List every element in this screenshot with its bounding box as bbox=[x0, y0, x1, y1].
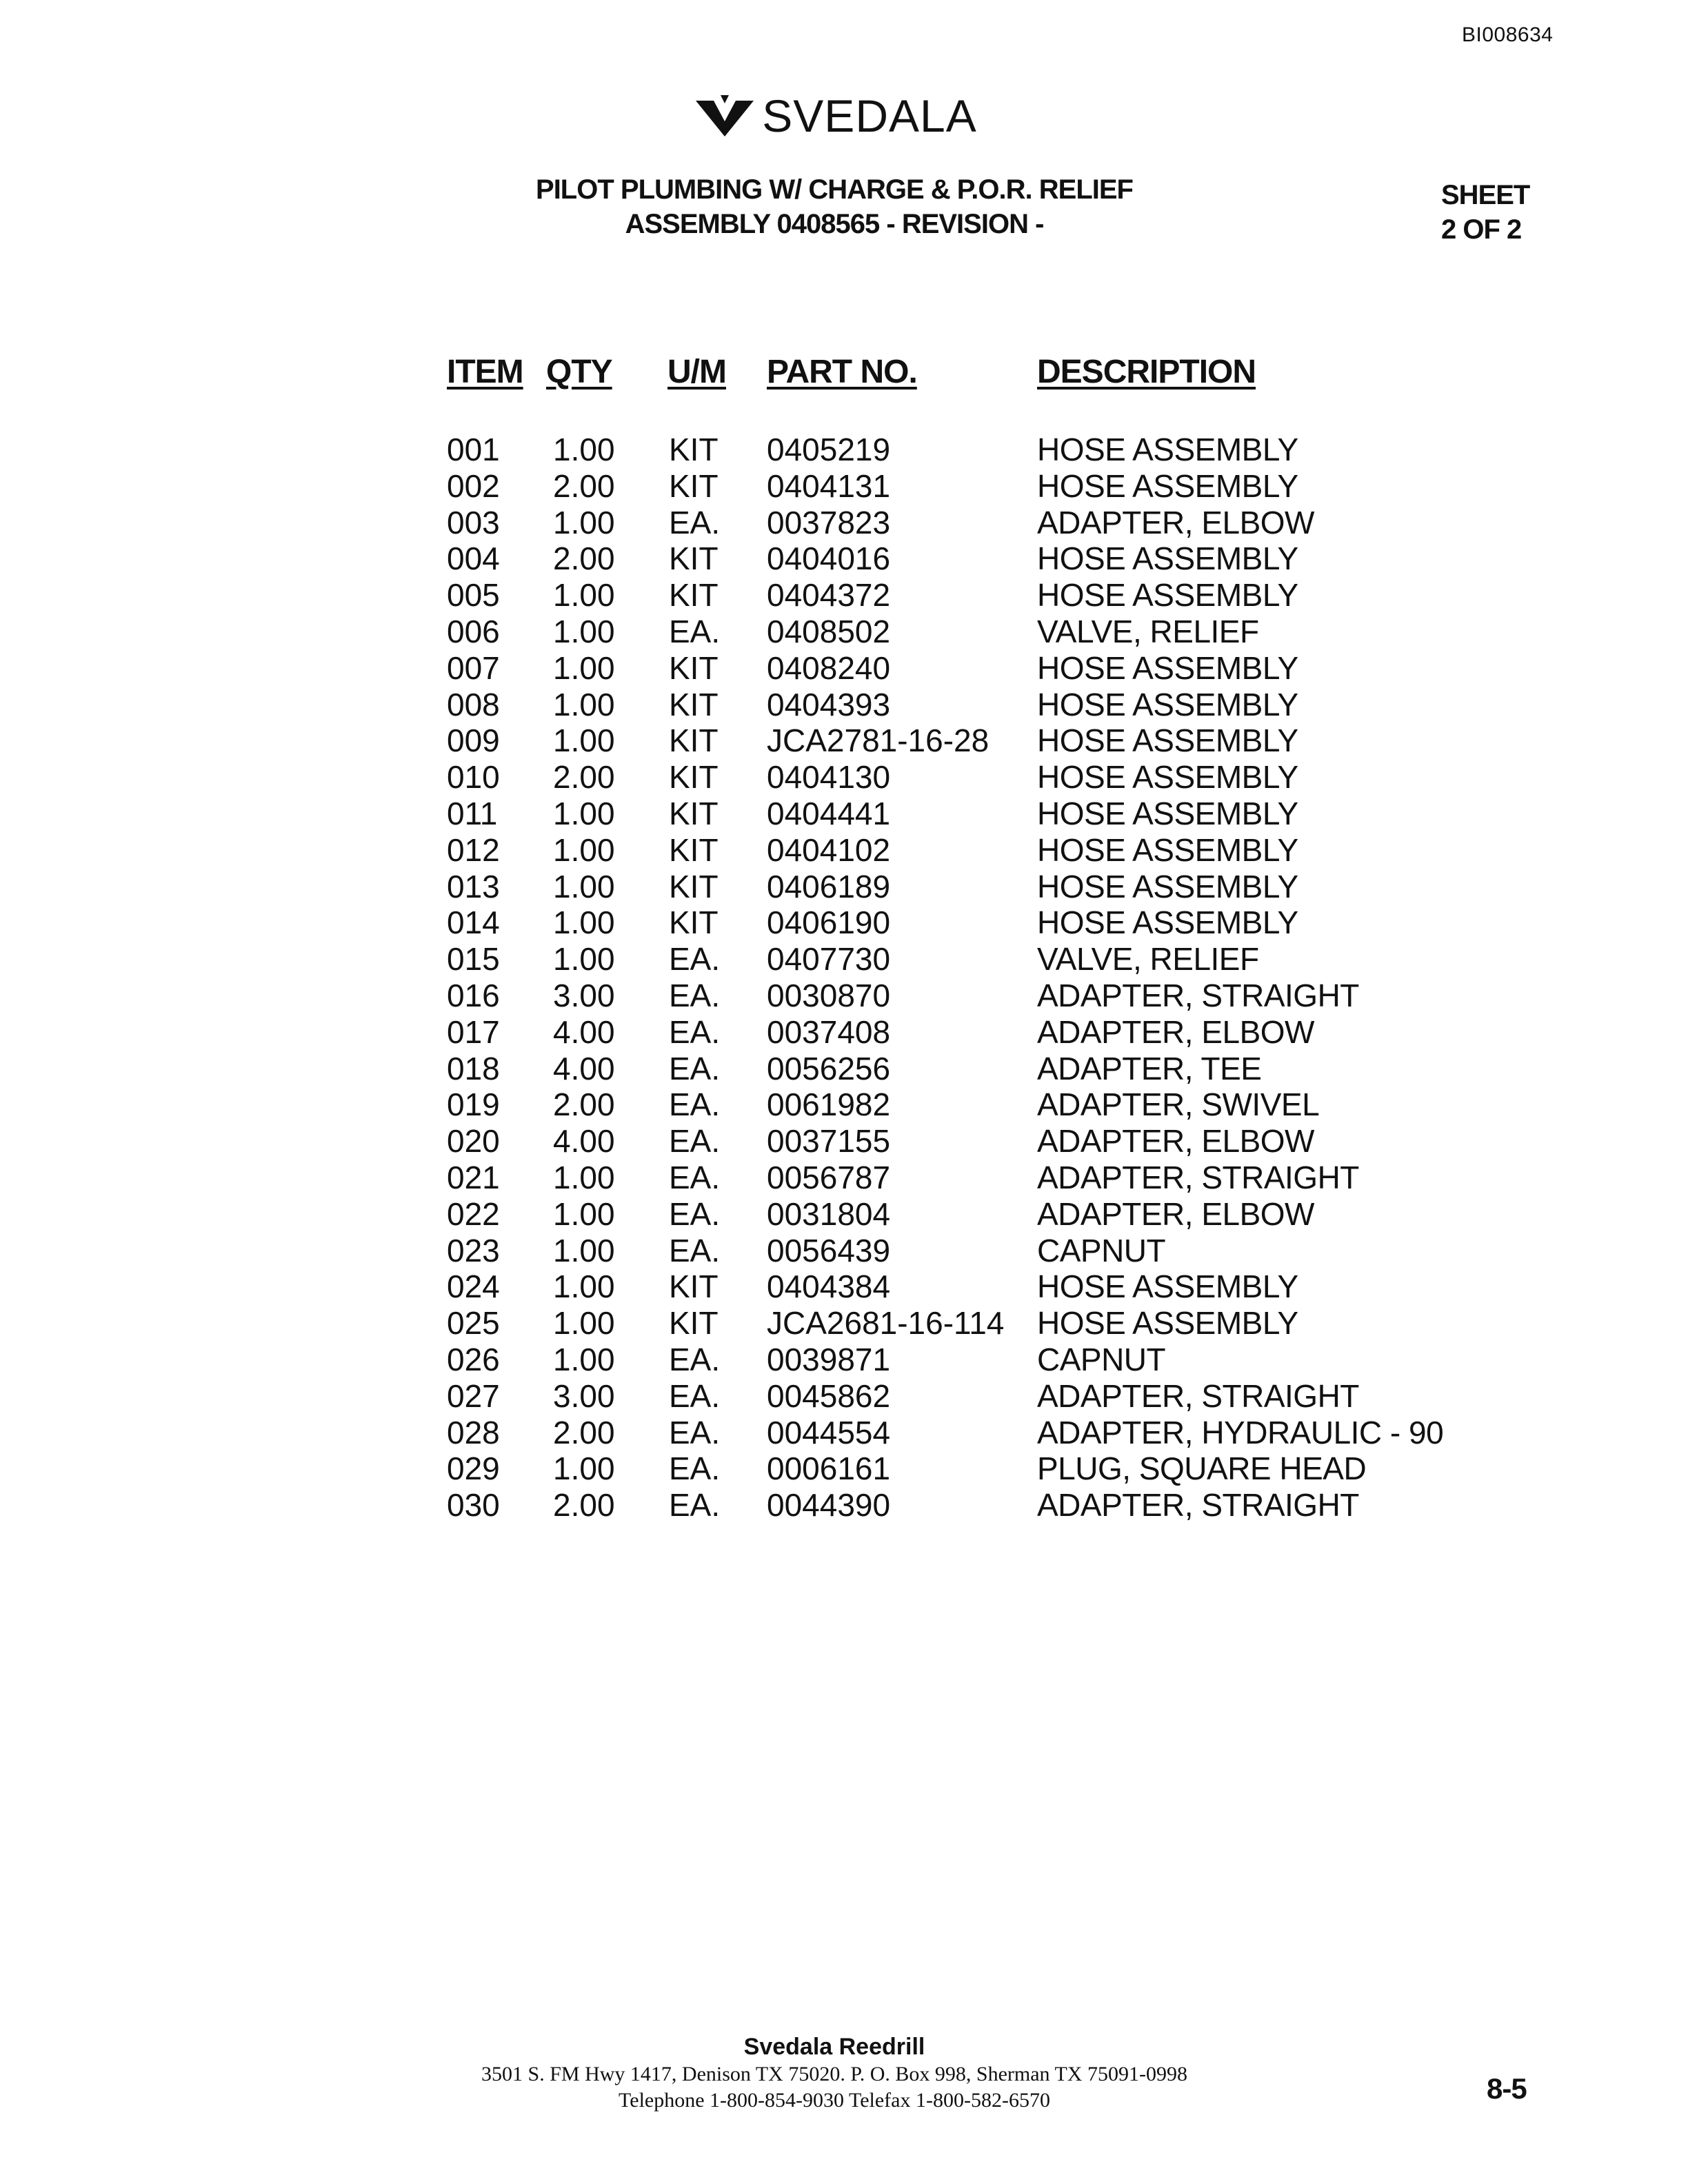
item-number: 012 bbox=[447, 831, 500, 868]
quantity: 2.00 bbox=[553, 1086, 615, 1123]
table-row bbox=[0, 468, 1688, 505]
item-number: 028 bbox=[447, 1414, 500, 1450]
item-number: 014 bbox=[447, 904, 500, 941]
header-um: U/M bbox=[667, 354, 726, 390]
item-number: 008 bbox=[447, 686, 500, 722]
item-number: 010 bbox=[447, 759, 500, 796]
unit-of-measure: EA. bbox=[669, 1341, 721, 1377]
title-line-1: PILOT PLUMBING W/ CHARGE & P.O.R. RELIEF bbox=[536, 174, 1133, 205]
part-number: JCA2781-16-28 bbox=[767, 722, 989, 759]
item-number: 017 bbox=[447, 1013, 500, 1050]
description: ADAPTER, STRAIGHT bbox=[1037, 1159, 1359, 1195]
quantity: 2.00 bbox=[553, 759, 615, 796]
unit-of-measure: EA. bbox=[669, 977, 721, 1013]
footer bbox=[345, 2032, 1324, 2114]
svedala-logo-icon bbox=[693, 94, 756, 138]
quantity: 1.00 bbox=[553, 432, 615, 467]
part-number: 0407730 bbox=[767, 941, 891, 978]
table-row bbox=[0, 1450, 1688, 1487]
sheet-label: SHEET bbox=[1441, 180, 1530, 210]
quantity: 2.00 bbox=[553, 467, 615, 504]
table-row bbox=[0, 1342, 1688, 1378]
table-row bbox=[0, 978, 1688, 1014]
quantity: 1.00 bbox=[553, 1232, 615, 1268]
description: PLUG, SQUARE HEAD bbox=[1037, 1450, 1367, 1487]
quantity: 3.00 bbox=[553, 1377, 615, 1414]
table-row bbox=[0, 577, 1688, 614]
part-number: 0056439 bbox=[767, 1232, 891, 1268]
logo-text: SVEDALA bbox=[762, 90, 977, 141]
quantity: 3.00 bbox=[553, 977, 615, 1013]
table-row bbox=[0, 1378, 1688, 1415]
table-row bbox=[0, 941, 1688, 978]
header-description: DESCRIPTION bbox=[1037, 354, 1256, 390]
table-row bbox=[0, 432, 1688, 468]
footer-address: 3501 S. FM Hwy 1417, Denison TX 75020. P. O. Box 998, Sherman TX 75091-0998 bbox=[481, 2063, 1187, 2085]
unit-of-measure: EA. bbox=[669, 941, 721, 978]
table-row bbox=[0, 1086, 1688, 1123]
part-number: 0037155 bbox=[767, 1123, 891, 1160]
description: HOSE ASSEMBLY bbox=[1037, 904, 1298, 941]
item-number: 026 bbox=[447, 1341, 500, 1377]
unit-of-measure: KIT bbox=[669, 649, 719, 686]
unit-of-measure: KIT bbox=[669, 759, 719, 796]
unit-of-measure: KIT bbox=[669, 795, 719, 831]
table-row bbox=[0, 759, 1688, 796]
part-number: 0056256 bbox=[767, 1050, 891, 1086]
table-row bbox=[0, 832, 1688, 869]
item-number: 018 bbox=[447, 1050, 500, 1086]
part-number: 0061982 bbox=[767, 1086, 891, 1123]
part-number: 0006161 bbox=[767, 1450, 891, 1487]
part-number: 0404130 bbox=[767, 759, 891, 796]
quantity: 2.00 bbox=[553, 1487, 615, 1524]
quantity: 4.00 bbox=[553, 1123, 615, 1160]
sheet-count: 2 OF 2 bbox=[1441, 214, 1522, 245]
description: HOSE ASSEMBLY bbox=[1037, 759, 1298, 796]
description: HOSE ASSEMBLY bbox=[1037, 540, 1298, 577]
part-number: 0408502 bbox=[767, 613, 891, 649]
quantity: 1.00 bbox=[553, 831, 615, 868]
unit-of-measure: EA. bbox=[669, 504, 721, 540]
unit-of-measure: KIT bbox=[669, 1268, 719, 1305]
description: HOSE ASSEMBLY bbox=[1037, 722, 1298, 759]
quantity: 1.00 bbox=[553, 795, 615, 831]
part-number: 0404016 bbox=[767, 540, 891, 577]
description: HOSE ASSEMBLY bbox=[1037, 686, 1298, 722]
unit-of-measure: KIT bbox=[669, 904, 719, 941]
unit-of-measure: EA. bbox=[669, 1159, 721, 1195]
description: ADAPTER, STRAIGHT bbox=[1037, 1377, 1359, 1414]
part-number: 0406189 bbox=[767, 868, 891, 904]
table-row bbox=[0, 1487, 1688, 1524]
unit-of-measure: EA. bbox=[669, 1377, 721, 1414]
description: ADAPTER, SWIVEL bbox=[1037, 1086, 1320, 1123]
quantity: 1.00 bbox=[553, 722, 615, 759]
item-number: 021 bbox=[447, 1159, 500, 1195]
part-number: 0404372 bbox=[767, 577, 891, 614]
item-number: 025 bbox=[447, 1305, 500, 1342]
unit-of-measure: EA. bbox=[669, 1195, 721, 1232]
description: ADAPTER, TEE bbox=[1037, 1050, 1262, 1086]
part-number: JCA2681-16-114 bbox=[767, 1305, 1005, 1342]
part-number: 0404384 bbox=[767, 1268, 891, 1305]
title-line-2: ASSEMBLY 0408565 - REVISION - bbox=[625, 209, 1044, 239]
header-qty: QTY bbox=[546, 354, 612, 390]
quantity: 1.00 bbox=[553, 504, 615, 540]
unit-of-measure: KIT bbox=[669, 540, 719, 577]
page-number: 8-5 bbox=[1487, 2072, 1527, 2105]
item-number: 029 bbox=[447, 1450, 500, 1487]
part-number: 0045862 bbox=[767, 1377, 891, 1414]
part-number: 0404393 bbox=[767, 686, 891, 722]
quantity: 1.00 bbox=[553, 941, 615, 978]
table-row bbox=[0, 1268, 1688, 1305]
parts-table-body bbox=[0, 432, 1688, 1524]
description: HOSE ASSEMBLY bbox=[1037, 432, 1298, 467]
table-row bbox=[0, 1233, 1688, 1269]
quantity: 1.00 bbox=[553, 1268, 615, 1305]
quantity: 1.00 bbox=[553, 1159, 615, 1195]
part-number: 0031804 bbox=[767, 1195, 891, 1232]
quantity: 1.00 bbox=[553, 1195, 615, 1232]
unit-of-measure: KIT bbox=[669, 432, 719, 467]
description: ADAPTER, ELBOW bbox=[1037, 1195, 1314, 1232]
footer-company: Svedala Reedrill bbox=[743, 2034, 925, 2060]
table-row bbox=[0, 505, 1688, 541]
table-row bbox=[0, 869, 1688, 905]
header-item: ITEM bbox=[447, 354, 523, 390]
part-number: 0039871 bbox=[767, 1341, 891, 1377]
description: CAPNUT bbox=[1037, 1232, 1166, 1268]
item-number: 013 bbox=[447, 868, 500, 904]
description: HOSE ASSEMBLY bbox=[1037, 795, 1298, 831]
table-row bbox=[0, 687, 1688, 723]
table-row bbox=[0, 1415, 1688, 1451]
item-number: 003 bbox=[447, 504, 500, 540]
part-number: 0044554 bbox=[767, 1414, 891, 1450]
quantity: 4.00 bbox=[553, 1050, 615, 1086]
table-row bbox=[0, 1160, 1688, 1196]
part-number: 0030870 bbox=[767, 977, 891, 1013]
unit-of-measure: KIT bbox=[669, 577, 719, 614]
description: VALVE, RELIEF bbox=[1037, 941, 1259, 978]
table-row bbox=[0, 540, 1688, 577]
company-logo bbox=[0, 90, 1688, 142]
document-id: BI008634 bbox=[1462, 23, 1554, 46]
item-number: 016 bbox=[447, 977, 500, 1013]
unit-of-measure: EA. bbox=[669, 1414, 721, 1450]
footer-phone: Telephone 1-800-854-9030 Telefax 1-800-582-6570 bbox=[619, 2089, 1050, 2112]
unit-of-measure: EA. bbox=[669, 1050, 721, 1086]
unit-of-measure: EA. bbox=[669, 1086, 721, 1123]
item-number: 004 bbox=[447, 540, 500, 577]
part-number: 0408240 bbox=[767, 649, 891, 686]
part-number: 0406190 bbox=[767, 904, 891, 941]
quantity: 1.00 bbox=[553, 577, 615, 614]
unit-of-measure: KIT bbox=[669, 686, 719, 722]
sheet-indicator bbox=[1441, 178, 1579, 247]
description: HOSE ASSEMBLY bbox=[1037, 831, 1298, 868]
quantity: 1.00 bbox=[553, 649, 615, 686]
unit-of-measure: EA. bbox=[669, 1013, 721, 1050]
description: ADAPTER, ELBOW bbox=[1037, 1123, 1314, 1160]
quantity: 1.00 bbox=[553, 1305, 615, 1342]
table-row bbox=[0, 650, 1688, 687]
table-row bbox=[0, 614, 1688, 650]
part-number: 0404102 bbox=[767, 831, 891, 868]
description: ADAPTER, ELBOW bbox=[1037, 1013, 1314, 1050]
unit-of-measure: KIT bbox=[669, 467, 719, 504]
part-number: 0405219 bbox=[767, 432, 891, 467]
table-row bbox=[0, 1051, 1688, 1087]
quantity: 2.00 bbox=[553, 1414, 615, 1450]
part-number: 0404441 bbox=[767, 795, 891, 831]
item-number: 020 bbox=[447, 1123, 500, 1160]
quantity: 1.00 bbox=[553, 613, 615, 649]
unit-of-measure: KIT bbox=[669, 868, 719, 904]
unit-of-measure: KIT bbox=[669, 722, 719, 759]
description: HOSE ASSEMBLY bbox=[1037, 467, 1298, 504]
item-number: 022 bbox=[447, 1195, 500, 1232]
item-number: 023 bbox=[447, 1232, 500, 1268]
item-number: 024 bbox=[447, 1268, 500, 1305]
table-row bbox=[0, 1014, 1688, 1051]
part-number: 0037408 bbox=[767, 1013, 891, 1050]
unit-of-measure: EA. bbox=[669, 1450, 721, 1487]
description: VALVE, RELIEF bbox=[1037, 613, 1259, 649]
table-row bbox=[0, 796, 1688, 832]
quantity: 1.00 bbox=[553, 868, 615, 904]
description: ADAPTER, HYDRAULIC - 90 bbox=[1037, 1414, 1444, 1450]
item-number: 011 bbox=[447, 795, 498, 831]
item-number: 009 bbox=[447, 722, 500, 759]
description: ADAPTER, STRAIGHT bbox=[1037, 1487, 1359, 1524]
item-number: 019 bbox=[447, 1086, 500, 1123]
unit-of-measure: KIT bbox=[669, 831, 719, 868]
unit-of-measure: KIT bbox=[669, 1305, 719, 1342]
part-number: 0056787 bbox=[767, 1159, 891, 1195]
unit-of-measure: EA. bbox=[669, 1487, 721, 1524]
item-number: 006 bbox=[447, 613, 500, 649]
item-number: 005 bbox=[447, 577, 500, 614]
item-number: 007 bbox=[447, 649, 500, 686]
table-row bbox=[0, 722, 1688, 759]
header-part-no: PART NO. bbox=[767, 354, 917, 390]
item-number: 002 bbox=[447, 467, 500, 504]
description: CAPNUT bbox=[1037, 1341, 1166, 1377]
description: HOSE ASSEMBLY bbox=[1037, 649, 1298, 686]
table-row bbox=[0, 904, 1688, 941]
quantity: 1.00 bbox=[553, 686, 615, 722]
description: ADAPTER, STRAIGHT bbox=[1037, 977, 1359, 1013]
part-number: 0404131 bbox=[767, 467, 891, 504]
part-number: 0037823 bbox=[767, 504, 891, 540]
table-row bbox=[0, 1305, 1688, 1342]
unit-of-measure: EA. bbox=[669, 1232, 721, 1268]
description: HOSE ASSEMBLY bbox=[1037, 1268, 1298, 1305]
description: HOSE ASSEMBLY bbox=[1037, 868, 1298, 904]
unit-of-measure: EA. bbox=[669, 613, 721, 649]
table-row bbox=[0, 1196, 1688, 1233]
item-number: 015 bbox=[447, 941, 500, 978]
item-number: 030 bbox=[447, 1487, 500, 1524]
description: HOSE ASSEMBLY bbox=[1037, 577, 1298, 614]
unit-of-measure: EA. bbox=[669, 1123, 721, 1160]
quantity: 1.00 bbox=[553, 1341, 615, 1377]
part-number: 0044390 bbox=[767, 1487, 891, 1524]
quantity: 1.00 bbox=[553, 1450, 615, 1487]
item-number: 001 bbox=[447, 432, 500, 467]
quantity: 2.00 bbox=[553, 540, 615, 577]
description: HOSE ASSEMBLY bbox=[1037, 1305, 1298, 1342]
table-row bbox=[0, 1123, 1688, 1160]
document-title bbox=[414, 172, 1255, 241]
description: ADAPTER, ELBOW bbox=[1037, 504, 1314, 540]
quantity: 4.00 bbox=[553, 1013, 615, 1050]
quantity: 1.00 bbox=[553, 904, 615, 941]
item-number: 027 bbox=[447, 1377, 500, 1414]
